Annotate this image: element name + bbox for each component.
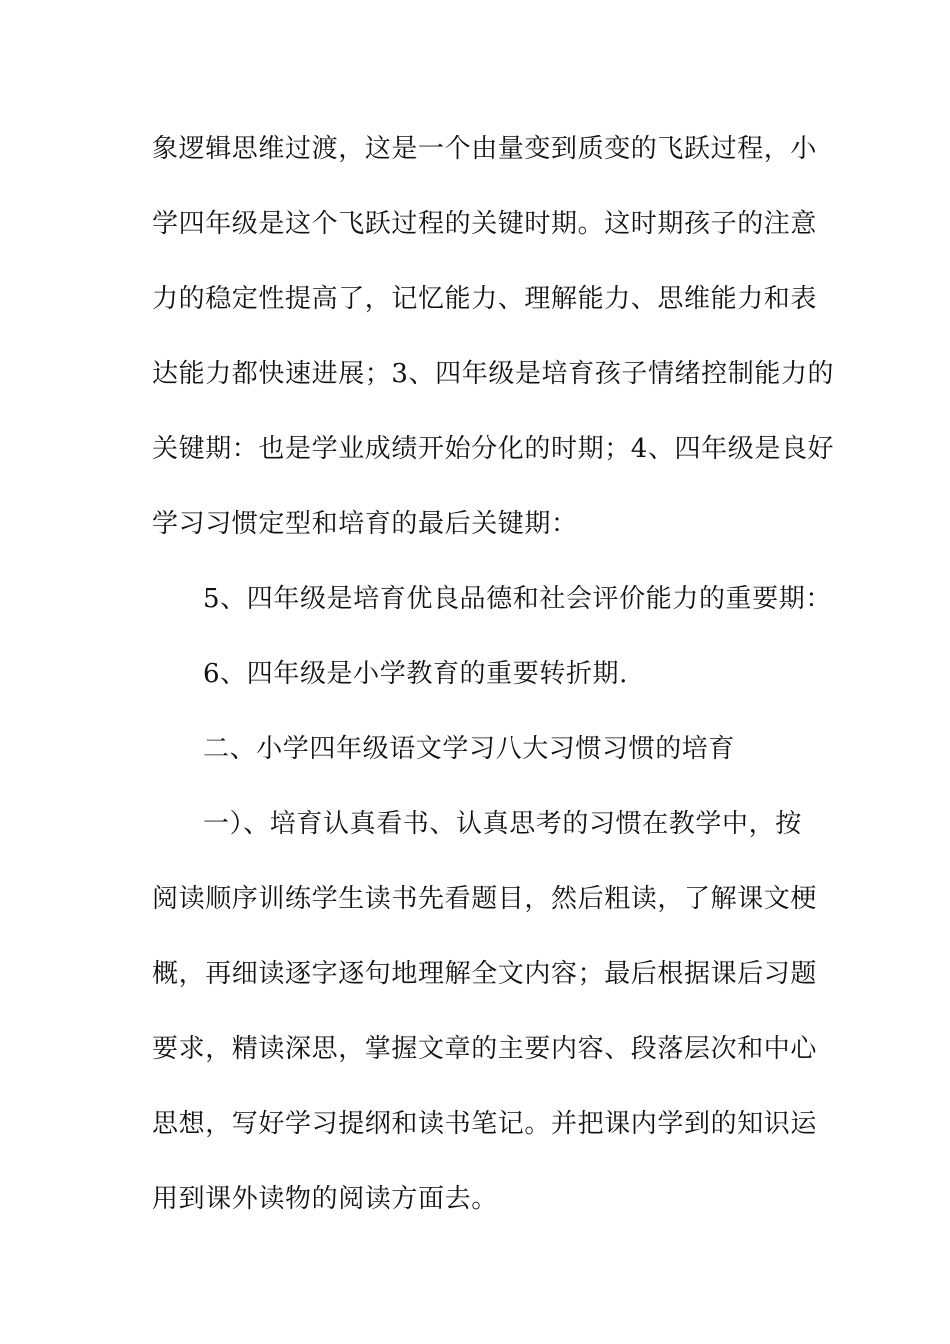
text-line: 用到课外读物的阅读方面去。 xyxy=(152,1184,498,1214)
text-line: 力的稳定性提高了，记忆能力、理解能力、思维能力和表 xyxy=(152,284,818,314)
text-line: 学习习惯定型和培育的最后关键期： xyxy=(152,509,578,539)
text-line: 象逻辑思维过渡，这是一个由量变到质变的飞跃过程，小 xyxy=(152,134,818,164)
text-line: 思想，写好学习提纲和读书笔记。并把课内学到的知识运 xyxy=(152,1109,818,1139)
text-line: 学四年级是这个飞跃过程的关键时期。这时期孩子的注意 xyxy=(152,209,818,239)
text-line: 要求，精读深思，掌握文章的主要内容、段落层次和中心 xyxy=(152,1034,818,1064)
section-heading: 二、小学四年级语文学习八大习惯习惯的培育 xyxy=(203,734,736,764)
text-line: 概，再细读逐字逐句地理解全文内容；最后根据课后习题 xyxy=(152,959,818,989)
list-item-6: 6、四年级是小学教育的重要转折期. xyxy=(203,659,629,689)
text-line: 达能力都快速进展；3、四年级是培育孩子情绪控制能力的 xyxy=(152,359,835,389)
text-line: 阅读顺序训练学生读书先看题目，然后粗读，了解课文梗 xyxy=(152,884,818,914)
text-line: 关键期：也是学业成绩开始分化的时期；4、四年级是良好 xyxy=(152,434,835,464)
subsection-heading: 一）、培育认真看书、认真思考的习惯在教学中，按 xyxy=(203,809,802,839)
list-item-5: 5、四年级是培育优良品德和社会评价能力的重要期： xyxy=(203,584,832,614)
